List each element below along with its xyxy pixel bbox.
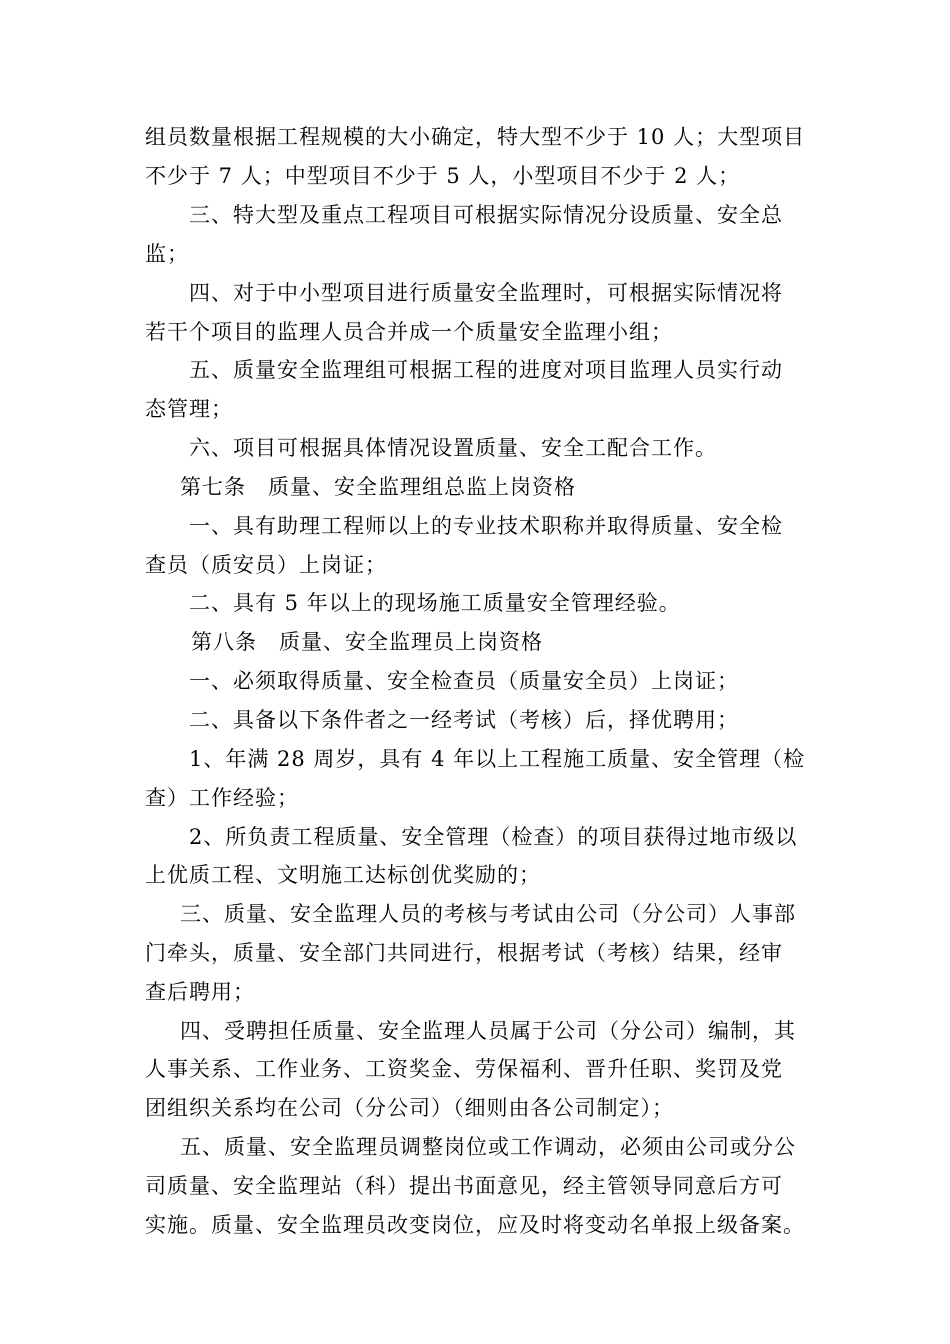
text-line: 司质量、安全监理站（科）提出书面意见，经主管领导同意后方可: [145, 1174, 783, 1198]
text-line: 五、质量、安全监理员调整岗位或工作调动，必须由公司或分公: [180, 1135, 796, 1159]
text-line: 三、特大型及重点工程项目可根据实际情况分设质量、安全总: [189, 203, 783, 227]
text-line: 监；: [145, 242, 189, 266]
text-line: 上优质工程、文明施工达标创优奖励的；: [145, 863, 541, 887]
section-heading: 第七条 质量、安全监理组总监上岗资格: [180, 475, 576, 499]
text-line: 五、质量安全监理组可根据工程的进度对项目监理人员实行动: [189, 358, 783, 382]
text-line: 一、必须取得质量、安全检查员（质量安全员）上岗证；: [189, 669, 739, 693]
text-line: 三、质量、安全监理人员的考核与考试由公司（分公司）人事部: [180, 902, 796, 926]
text-line: 二、具有 5 年以上的现场施工质量安全管理经验。: [189, 591, 681, 615]
text-line: 团组织关系均在公司（分公司）（细则由各公司制定）；: [145, 1096, 674, 1120]
text-line: 四、对于中小型项目进行质量安全监理时，可根据实际情况将: [189, 281, 783, 305]
text-line: 查后聘用；: [145, 980, 255, 1004]
text-line: 一、具有助理工程师以上的专业技术职称并取得质量、安全检: [189, 514, 783, 538]
text-line: 四、受聘担任质量、安全监理人员属于公司（分公司）编制，其: [180, 1019, 796, 1043]
text-line: 六、项目可根据具体情况设置质量、安全工配合工作。: [189, 436, 717, 460]
text-line: 态管理；: [145, 397, 233, 421]
text-line: 二、具备以下条件者之一经考试（考核）后，择优聘用；: [189, 708, 739, 732]
text-line: 门牵头，质量、安全部门共同进行，根据考试（考核）结果，经审: [145, 941, 783, 965]
text-line: 组员数量根据工程规模的大小确定，特大型不少于 10 人；大型项目: [145, 125, 806, 149]
text-line: 实施。质量、安全监理员改变岗位，应及时将变动名单报上级备案。: [145, 1213, 805, 1237]
section-heading: 第八条 质量、安全监理员上岗资格: [191, 630, 543, 654]
text-line: 人事关系、工作业务、工资奖金、劳保福利、晋升任职、奖罚及党: [145, 1057, 783, 1081]
text-line: 若干个项目的监理人员合并成一个质量安全监理小组；: [145, 320, 673, 344]
text-line: 1、年满 28 周岁，具有 4 年以上工程施工质量、安全管理（检: [189, 747, 806, 771]
text-line: 查）工作经验；: [145, 786, 299, 810]
text-line: 查员（质安员）上岗证；: [145, 553, 387, 577]
text-line: 2、所负责工程质量、安全管理（检查）的项目获得过地市级以: [189, 825, 798, 849]
text-line: 不少于 7 人；中型项目不少于 5 人，小型项目不少于 2 人；: [145, 164, 741, 188]
